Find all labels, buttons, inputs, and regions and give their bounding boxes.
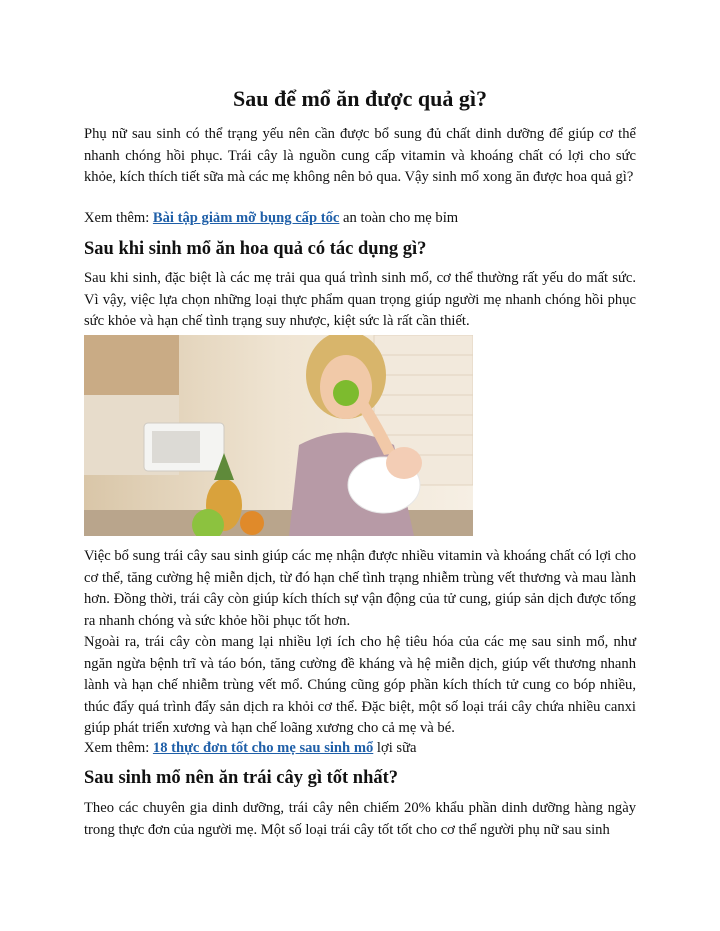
section-heading-1: Sau khi sinh mổ ăn hoa quả có tác dụng gì?	[84, 239, 427, 259]
mother-baby-apple-photo	[84, 335, 473, 536]
paragraph-3: Ngoài ra, trái cây còn mang lại nhiều lợi ích cho hệ tiêu hóa của các mẹ sau sinh mổ, như ngăn ngừa bệnh trĩ và táo bón, tăng cường đề kháng và hệ miễn dịch, giúp vết thương nhanh lành và hạn chế nhiễm trùng vết mổ. Chúng cũng góp phần kích thích tử cung co bóp nhiều, thúc đẩy quá trình đẩy sản dịch ra khỏi cơ thể. Đặc biệt, một số loại trái cây chứa nhiều canxi giúp phát triển xương và hạn chế loãng xương cho cả mẹ và bé.	[84, 634, 636, 736]
see-also-1-link[interactable]: Bài tập giảm mỡ bụng cấp tốc	[152, 210, 340, 226]
see-also-1-prefix: Xem thêm:	[84, 210, 153, 226]
see-also-2-suffix: lợi sữa	[373, 740, 417, 756]
see-also-1	[84, 208, 636, 230]
paragraph-1: Sau khi sinh, đặc biệt là các mẹ trải qua quá trình sinh mổ, cơ thể thường rất yếu do mất sức. Vì vậy, việc lựa chọn những loại thực phẩm quan trọng giúp người mẹ nhanh chóng hồi phục sức khỏe và hạn chế tình trạng suy nhược, kiệt sức là rất cần thiết.	[84, 270, 636, 329]
see-also-1-suffix: an toàn cho mẹ bỉm	[339, 210, 459, 226]
paragraph-2: Việc bổ sung trái cây sau sinh giúp các mẹ nhận được nhiều vitamin và khoáng chất có lợi cho cơ thể, tăng cường hệ miễn dịch, từ đó hạn chế tình trạng nhiễm trùng vết thương và mau lành hơn. Đồng thời, trái cây còn giúp kích thích sự vận động của tử cung, giúp sản dịch được tống ra nhanh chóng và sức khỏe hồi phục tốt hơn.	[84, 548, 636, 629]
see-also-2-link[interactable]: 18 thực đơn tốt cho mẹ sau sinh mổ	[152, 740, 374, 756]
see-also-2-prefix: Xem thêm:	[84, 740, 153, 756]
photo-illustration	[84, 335, 473, 536]
see-also-2	[84, 738, 636, 760]
page-title: Sau để mổ ăn được quả gì?	[233, 86, 487, 111]
section-heading-2: Sau sinh mổ nên ăn trái cây gì tốt nhất?	[84, 768, 399, 788]
paragraph-4: Theo các chuyên gia dinh dưỡng, trái cây nên chiếm 20% khẩu phần dinh dưỡng hàng ngày trong thực đơn của người mẹ. Một số loại trái cây tốt tốt cho cơ thể người phụ nữ sau sinh	[84, 800, 636, 838]
intro-paragraph: Phụ nữ sau sinh có thể trạng yếu nên cần được bổ sung đủ chất dinh dưỡng để giúp cơ thể nhanh chóng hồi phục. Trái cây là nguồn cung cấp vitamin và khoáng chất có lợi cho sức khỏe, kích thích tiết sữa mà các mẹ không nên bỏ qua. Vậy sinh mổ xong ăn được hoa quả gì?	[84, 126, 636, 185]
